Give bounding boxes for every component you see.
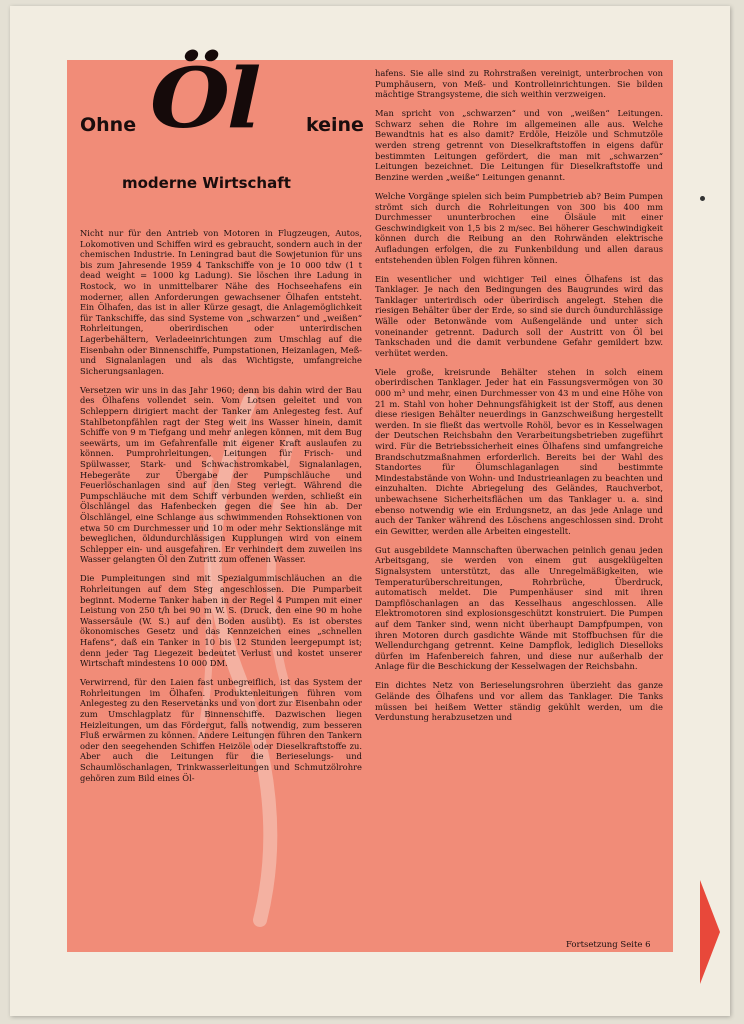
title-word-oel: Öl <box>150 51 259 147</box>
continuation-note: Fortsetzung Seite 6 <box>566 940 651 950</box>
ink-dot <box>700 196 705 201</box>
paragraph: Nicht nur für den Antrieb von Motoren in Flugzeugen, Autos, Lokomotiven und Schiffen wird es gebraucht, sondern auch in der chemischen Industrie. In Leningrad baut die Sowjetunion für uns bis zum Jahresende 1959 4 Tankschiffe von je 10 000 tdw (1 t dead weight = 1000 kg Ladung). Sie löschen ihre Ladung in Rostock, wo in unmittelbarer Nähe des Hochseehafens ein moderner, allen Anforderungen gewachsener Ölhafen entsteht. Ein Ölhafen, das ist in aller Kürze gesagt, die Anlagemöglichkeit für Tankschiffe, das sind Systeme von „schwarzen“ und „weißen“ Rohrleitungen, oberirdischen oder unterirdischen Lagerbehältern, Verladeeinrichtungen zum Umschlag auf die Eisenbahn oder Binnenschiffe, Pumpstationen, Heizanlagen, Meß- und Signalanlagen und als das Wichtigste, umfangreiche Sicherungsanlagen. <box>80 228 362 376</box>
paragraph: Die Pumpleitungen sind mit Spezialgummischläuchen an die Rohrleitungen auf dem Steg angeschlossen. Die Pumparbeit beginnt. Moderne Tanker haben in der Regel 4 Pumpen mit einer Leistung von 250 t/h bei 90 m W. S. (Druck, den eine 90 m hohe Wassersäule (W. S.) auf den Boden ausübt). Es ist oberstes ökonomisches Gesetz und das Kennzeichen eines „schnellen Hafens“, daß ein Tanker in 10 bis 12 Stunden leergepumpt ist; denn jeder Tag Liegezeit bedeutet Verlust und kostet unserer Wirtschaft mindestens 10 000 DM. <box>80 573 362 669</box>
paragraph: Verwirrend, für den Laien fast unbegreiflich, ist das System der Rohrleitungen im Ölhafen. Produktenleitungen führen vom Anlegesteg zu den Reservetanks und von dort zur Eisenbahn oder zum Umschlagplatz für Binnenschiffe. Dazwischen liegen Heizleitungen, um das Fördergut, falls notwendig, zum besseren Fluß erwärmen zu können. Andere Leitungen führen den Tankern oder den seegehenden Schiffen Heizöle oder Dieselkraftstoffe zu. Aber auch die Leitungen für die Berieselungs- und Schaumlöschanlagen, Trinkwasserleitungen und Schmutzölrohre gehören zum Bild eines Öl- <box>80 677 362 783</box>
paragraph: Ein wesentlicher und wichtiger Teil eines Ölhafens ist das Tanklager. Je nach den Bedingungen des Baugrundes wird das Tanklager unterirdisch oder überirdisch angelegt. Stehen die riesigen Behälter über der Erde, so sind sie durch öundurchlässige Wälle oder Betonwände vom Außengelände und unter sich voneinander getrennt. Dadurch soll der Austritt von Öl bei Tankschaden und die damit verbundene Gefahr gemildert bzw. verhütet werden. <box>375 273 663 358</box>
title-subtitle: moderne Wirtschaft <box>122 174 291 192</box>
paragraph: hafens. Sie alle sind zu Rohrstraßen vereinigt, unterbrochen von Pumphäusern, von Meß- und Kontrolleinrichtungen. Sie bilden mächtige Strangsysteme, die sich weithin verzweigen. <box>375 68 663 100</box>
paragraph: Viele große, kreisrunde Behälter stehen in solch einem oberirdischen Tanklager. Jeder hat ein Fassungsvermögen von 30 000 m³ und mehr, einen Durchmesser von 43 m und eine Höhe von 21 m. Stahl von hoher Dehnungsfähigkeit ist der Stoff, aus denen diese riesigen Behälter neuerdings in Ganzschweißung hergestellt werden. In sie fließt das wertvolle Rohöl, bevor es in Kesselwagen der Deutschen Reichsbahn den Verarbeitungsbetrieben zugeführt wird. Für die Betriebssicherheit eines Ölhafens sind umfangreiche Brandschutzmaßnahmen erforderlich. Bereits bei der Wahl des Standortes für Ölumschlaganlagen sind bestimmte Mindestabstände von Wohn- und Industrieanlagen zu beachten und einzuhalten. Dichte Abriegelung des Geländes, Rauchverbot, unbewachsene Sicherheitsflächen um das Tanklager u. a. sind ebenso notwendig wie ein Erdungsnetz, an das jede Anlage und auch der Tanker während des Löschens angeschlossen sind. Droht ein Gewitter, werden alle Arbeiten eingestellt. <box>375 366 663 536</box>
paragraph: Man spricht von „schwarzen“ und von „weißen“ Leitungen. Schwarz sehen die Rohre im allgemeinen alle aus. Welche Bewandtnis hat es also damit? Erdöle, Heizöle und Schmutzöle werden streng getrennt von Dieselkraftstoffen in eigens dafür bestimmten Leitungen gefördert, die man mit „schwarzen“ Leitungen bezeichnet. Die Leitungen für Dieselkraftstoffe und Benzine werden „weiße“ Leitungen genannt. <box>375 108 663 182</box>
title-word-keine: keine <box>306 114 364 136</box>
paragraph: Ein dichtes Netz von Berieselungsrohren überzieht das ganze Gelände des Ölhafens und vor allem das Tanklager. Die Tanks müssen bei heißem Wetter ständig gekühlt werden, um die Verdunstung herabzusetzen und <box>375 680 663 723</box>
paragraph: Versetzen wir uns in das Jahr 1960; denn bis dahin wird der Bau des Ölhafens vollendet sein. Vom Lotsen geleitet und von Schleppern dirigiert macht der Tanker am Anlegesteg fest. Auf Stahlbetonpfählen ragt der Steg weit ins Wasser hinein, damit Schiffe von 9 m Tiefgang und mehr anlegen können, mit dem Bug seewärts, um im Gefahrenfalle mit eigener Kraft auslaufen zu können. Pumprohrleitungen, Leitungen für Frisch- und Spülwasser, Stark- und Schwachstromkabel, Signalanlagen, Hebegeräte zur Übergabe der Pumpschläuche und Feuerlöschanlagen sind auf den Steg verlegt. Während die Pumpschläuche mit dem Schiff verbunden werden, schließt ein Ölschlängel das Hafenbecken gegen die See hin ab. Der Ölschlängel, eine Schlange aus schwimmenden Rohsektionen von etwa 50 cm Durchmesser und 10 m oder mehr Sektionslänge mit beweglichen, öldundurchlässigen Kupplungen wird von einem Schlepper ein- und ausgefahren. Er verhindert dem zuweilen ins Wasser gelangten Öl den Zutritt zum offenen Wasser. <box>80 384 362 565</box>
article-left-column <box>80 228 362 792</box>
title-word-ohne: Ohne <box>80 114 137 136</box>
paragraph: Welche Vorgänge spielen sich beim Pumpbetrieb ab? Beim Pumpen strömt sich durch die Rohrleitungen von 300 bis 400 mm Durchmesser ununterbrochen eine Ölsäule mit einer Geschwindigkeit von 1,5 bis 2 m/sec. Bei höherer Geschwindigkeit können durch die Reibung an den Rohrwänden elektrische Aufladungen erfolgen, die zu Funkenbildung und allen daraus entstehenden üblen Folgen führen können. <box>375 190 663 265</box>
article-right-column <box>375 68 663 731</box>
arrow-right-icon <box>700 880 720 984</box>
paragraph: Gut ausgebildete Mannschaften überwachen peinlich genau jeden Arbeitsgang, sie werden von einem gut ausgeklügelten Signalsystem unterstützt, das alle Unregelmäßigkeiten, wie Temperaturüberschreitungen, Rohrbrüche, Überdruck, automatisch meldet. Die Pumpenhäuser sind mit ihren Dampflöschanlagen an das Kesselhaus angeschlossen. Alle Elektromotoren sind explosionsgeschützt konstruiert. Die Pumpen auf dem Tanker sind, wenn nicht überhaupt Dampfpumpen, von ihren Motoren durch gasdichte Wände mit Stoffbuchsen für die Wellendurchgang getrennt. Keine Dampflok, lediglich Dieselloks dürfen im Hafenbereich fahren, und diese nur außerhalb der Anlage für die Beschickung der Kesselwagen der Reichsbahn. <box>375 544 663 672</box>
